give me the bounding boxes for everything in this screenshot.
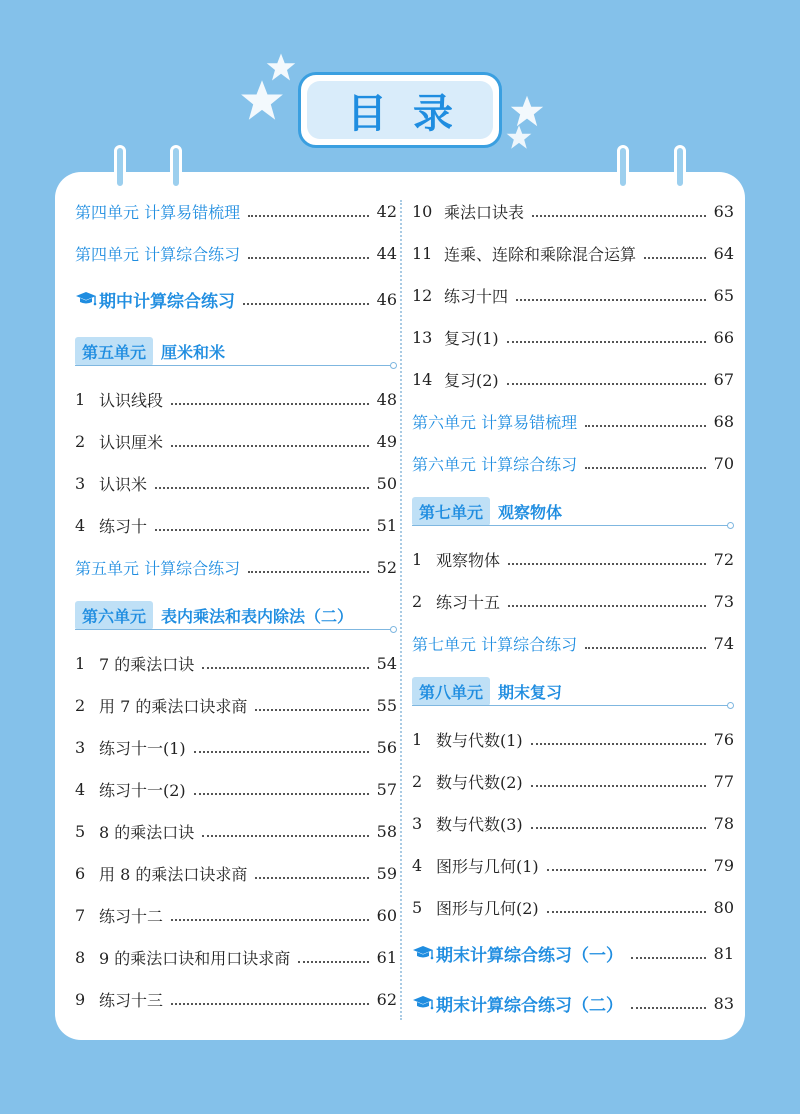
entry-label: 数与代数(2) bbox=[436, 772, 523, 792]
toc-entry[interactable] bbox=[75, 642, 397, 684]
toc-entry[interactable] bbox=[75, 190, 397, 232]
entry-page-number: 79 bbox=[713, 855, 734, 875]
dot-leader bbox=[298, 961, 368, 963]
dot-leader bbox=[202, 835, 368, 837]
toc-entry[interactable] bbox=[75, 378, 397, 420]
entry-number: 8 bbox=[75, 947, 86, 967]
graduation-cap-icon bbox=[75, 290, 97, 308]
dot-leader bbox=[255, 709, 368, 711]
dot-leader bbox=[585, 467, 706, 469]
entry-label: 第四单元 计算综合练习 bbox=[75, 244, 241, 264]
dot-leader bbox=[531, 827, 706, 829]
entry-label: 第六单元 计算易错梳理 bbox=[412, 412, 578, 432]
toc-entry[interactable] bbox=[75, 936, 397, 978]
entry-label: 认识厘米 bbox=[99, 432, 164, 452]
dot-leader bbox=[171, 919, 369, 921]
dot-leader bbox=[255, 877, 368, 879]
entry-label: 数与代数(3) bbox=[436, 814, 523, 834]
toc-entry[interactable] bbox=[412, 316, 734, 358]
entry-label: 期末计算综合练习（一） bbox=[436, 945, 623, 966]
entry-number: 2 bbox=[75, 695, 86, 715]
dot-leader bbox=[155, 487, 369, 489]
entry-page-number: 61 bbox=[376, 947, 397, 967]
toc-entry[interactable] bbox=[75, 274, 397, 324]
entry-label: 练习十三 bbox=[99, 990, 164, 1010]
entry-number: 4 bbox=[75, 515, 86, 535]
dot-leader bbox=[243, 303, 369, 305]
dot-leader bbox=[202, 667, 368, 669]
entry-number: 5 bbox=[75, 821, 86, 841]
unit-header bbox=[412, 484, 734, 538]
entry-label: 数与代数(1) bbox=[436, 730, 523, 750]
toc-entry[interactable] bbox=[412, 760, 734, 802]
toc-entry[interactable] bbox=[412, 442, 734, 484]
entry-label: 第四单元 计算易错梳理 bbox=[75, 202, 241, 222]
dot-leader bbox=[547, 869, 706, 871]
dot-leader bbox=[516, 299, 706, 301]
toc-entry[interactable] bbox=[412, 274, 734, 316]
entry-page-number: 68 bbox=[713, 411, 734, 431]
entry-page-number: 58 bbox=[376, 821, 397, 841]
entry-label: 复习(2) bbox=[444, 370, 499, 390]
entry-page-number: 52 bbox=[376, 557, 397, 577]
entry-number: 9 bbox=[75, 989, 86, 1009]
unit-underline bbox=[75, 629, 391, 630]
entry-label: 练习十一(2) bbox=[99, 780, 186, 800]
dot-leader bbox=[171, 403, 369, 405]
entry-label: 练习十二 bbox=[99, 906, 164, 926]
entry-label: 练习十 bbox=[99, 516, 148, 536]
entry-page-number: 64 bbox=[713, 243, 734, 263]
entry-number: 14 bbox=[412, 369, 433, 389]
entry-label: 练习十一(1) bbox=[99, 738, 186, 758]
unit-tag: 第八单元 bbox=[412, 677, 490, 706]
entry-page-number: 55 bbox=[376, 695, 397, 715]
binder-ring bbox=[617, 145, 629, 189]
entry-number: 4 bbox=[75, 779, 86, 799]
entry-page-number: 66 bbox=[713, 327, 734, 347]
entry-page-number: 59 bbox=[376, 863, 397, 883]
entry-page-number: 56 bbox=[376, 737, 397, 757]
dot-leader bbox=[508, 605, 706, 607]
entry-number: 10 bbox=[412, 201, 433, 221]
toc-entry[interactable] bbox=[75, 852, 397, 894]
entry-number: 3 bbox=[75, 473, 86, 493]
star-icon bbox=[510, 94, 544, 128]
entry-label: 认识线段 bbox=[99, 390, 164, 410]
dot-leader bbox=[532, 215, 706, 217]
dot-leader bbox=[644, 257, 706, 259]
entry-page-number: 76 bbox=[713, 729, 734, 749]
dot-leader bbox=[194, 793, 369, 795]
entry-page-number: 77 bbox=[713, 771, 734, 791]
unit-underline bbox=[412, 705, 728, 706]
entry-page-number: 54 bbox=[376, 653, 397, 673]
dot-leader bbox=[171, 445, 369, 447]
entry-label: 图形与几何(1) bbox=[436, 856, 539, 876]
dot-leader bbox=[531, 785, 706, 787]
dot-leader bbox=[248, 215, 369, 217]
star-icon bbox=[506, 124, 532, 150]
dot-leader bbox=[155, 529, 369, 531]
page-title: 目录 bbox=[307, 81, 493, 139]
entry-page-number: 83 bbox=[713, 993, 734, 1013]
toc-entry[interactable] bbox=[412, 358, 734, 400]
entry-label: 第六单元 计算综合练习 bbox=[412, 454, 578, 474]
entry-number: 7 bbox=[75, 905, 86, 925]
dot-leader bbox=[585, 647, 706, 649]
entry-number: 5 bbox=[412, 897, 423, 917]
unit-header bbox=[412, 664, 734, 718]
entry-page-number: 78 bbox=[713, 813, 734, 833]
entry-number: 1 bbox=[412, 729, 423, 749]
entry-page-number: 74 bbox=[713, 633, 734, 653]
toc-entry[interactable] bbox=[412, 802, 734, 844]
entry-page-number: 42 bbox=[376, 201, 397, 221]
entry-page-number: 73 bbox=[713, 591, 734, 611]
dot-leader bbox=[508, 563, 706, 565]
unit-underline bbox=[412, 525, 728, 526]
dot-leader bbox=[248, 257, 369, 259]
entry-page-number: 48 bbox=[376, 389, 397, 409]
entry-label: 观察物体 bbox=[436, 550, 501, 570]
toc-entry[interactable] bbox=[75, 546, 397, 588]
entry-page-number: 72 bbox=[713, 549, 734, 569]
unit-tag: 第七单元 bbox=[412, 497, 490, 526]
entry-label: 第七单元 计算综合练习 bbox=[412, 634, 578, 654]
dot-leader bbox=[631, 957, 706, 959]
entry-number: 3 bbox=[412, 813, 423, 833]
entry-label: 图形与几何(2) bbox=[436, 898, 539, 918]
toc-entry[interactable] bbox=[75, 420, 397, 462]
entry-number: 1 bbox=[412, 549, 423, 569]
toc-entry[interactable] bbox=[412, 978, 734, 1028]
binder-ring bbox=[674, 145, 686, 189]
dot-leader bbox=[194, 751, 369, 753]
entry-label: 8 的乘法口诀 bbox=[99, 822, 195, 842]
unit-header bbox=[75, 324, 397, 378]
entry-number: 1 bbox=[75, 653, 86, 673]
unit-underline bbox=[75, 365, 391, 366]
unit-tag: 第五单元 bbox=[75, 337, 153, 366]
toc-entry[interactable] bbox=[412, 232, 734, 274]
dot-leader bbox=[631, 1007, 706, 1009]
toc-entry[interactable] bbox=[412, 886, 734, 928]
dot-leader bbox=[547, 911, 706, 913]
toc-entry[interactable] bbox=[75, 504, 397, 546]
toc-entry[interactable] bbox=[75, 232, 397, 274]
entry-page-number: 80 bbox=[713, 897, 734, 917]
entry-label: 期末计算综合练习（二） bbox=[436, 995, 623, 1016]
entry-label: 认识米 bbox=[99, 474, 148, 494]
entry-page-number: 49 bbox=[376, 431, 397, 451]
entry-page-number: 57 bbox=[376, 779, 397, 799]
toc-entry[interactable] bbox=[75, 726, 397, 768]
entry-label: 练习十四 bbox=[444, 286, 509, 306]
entry-label: 连乘、连除和乘除混合运算 bbox=[444, 244, 637, 264]
entry-label: 用 7 的乘法口诀求商 bbox=[99, 696, 248, 716]
unit-tag: 第六单元 bbox=[75, 601, 153, 630]
entry-number: 2 bbox=[412, 591, 423, 611]
entry-page-number: 50 bbox=[376, 473, 397, 493]
entry-page-number: 81 bbox=[713, 943, 734, 963]
entry-label: 第五单元 计算综合练习 bbox=[75, 558, 241, 578]
star-icon bbox=[266, 52, 296, 82]
toc-entry[interactable] bbox=[412, 622, 734, 664]
entry-label: 复习(1) bbox=[444, 328, 499, 348]
toc-entry[interactable] bbox=[412, 400, 734, 442]
entry-page-number: 46 bbox=[376, 289, 397, 309]
toc-entry[interactable] bbox=[75, 894, 397, 936]
star-icon bbox=[240, 78, 284, 122]
toc-entry[interactable] bbox=[75, 768, 397, 810]
toc-entry[interactable] bbox=[75, 462, 397, 504]
entry-number: 6 bbox=[75, 863, 86, 883]
binder-ring bbox=[170, 145, 182, 189]
entry-number: 12 bbox=[412, 285, 433, 305]
unit-header bbox=[75, 588, 397, 642]
dot-leader bbox=[585, 425, 706, 427]
dot-leader bbox=[248, 571, 369, 573]
entry-page-number: 51 bbox=[376, 515, 397, 535]
entry-number: 2 bbox=[75, 431, 86, 451]
entry-page-number: 65 bbox=[713, 285, 734, 305]
entry-number: 4 bbox=[412, 855, 423, 875]
dot-leader bbox=[507, 383, 706, 385]
toc-entry[interactable] bbox=[412, 190, 734, 232]
toc-entry[interactable] bbox=[75, 978, 397, 1020]
entry-label: 期中计算综合练习 bbox=[99, 291, 235, 312]
toc-entry[interactable] bbox=[412, 718, 734, 760]
entry-page-number: 60 bbox=[376, 905, 397, 925]
entry-label: 7 的乘法口诀 bbox=[99, 654, 195, 674]
unit-subtitle: 表内乘法和表内除法（二） bbox=[161, 606, 354, 626]
entry-label: 9 的乘法口诀和用口诀求商 bbox=[99, 948, 291, 968]
title-frame bbox=[298, 72, 502, 148]
entry-label: 用 8 的乘法口诀求商 bbox=[99, 864, 248, 884]
entry-page-number: 70 bbox=[713, 453, 734, 473]
toc-entry[interactable] bbox=[412, 844, 734, 886]
toc-entry[interactable] bbox=[75, 810, 397, 852]
unit-subtitle: 观察物体 bbox=[498, 502, 563, 522]
binder-ring bbox=[114, 145, 126, 189]
entry-page-number: 67 bbox=[713, 369, 734, 389]
dot-leader bbox=[531, 743, 706, 745]
column-divider bbox=[400, 200, 402, 1020]
dot-leader bbox=[507, 341, 706, 343]
unit-subtitle: 厘米和米 bbox=[161, 342, 226, 362]
entry-label: 乘法口诀表 bbox=[444, 202, 525, 222]
entry-number: 3 bbox=[75, 737, 86, 757]
entry-number: 1 bbox=[75, 389, 86, 409]
unit-subtitle: 期末复习 bbox=[498, 682, 563, 702]
entry-number: 11 bbox=[412, 243, 433, 263]
entry-page-number: 44 bbox=[376, 243, 397, 263]
dot-leader bbox=[171, 1003, 369, 1005]
entry-page-number: 62 bbox=[376, 989, 397, 1009]
entry-number: 13 bbox=[412, 327, 433, 347]
toc-right-column bbox=[412, 190, 734, 1028]
toc-entry[interactable] bbox=[412, 538, 734, 580]
graduation-cap-icon bbox=[412, 994, 434, 1012]
toc-entry[interactable] bbox=[75, 684, 397, 726]
toc-entry[interactable] bbox=[412, 580, 734, 622]
entry-page-number: 63 bbox=[713, 201, 734, 221]
graduation-cap-icon bbox=[412, 944, 434, 962]
toc-entry[interactable] bbox=[412, 928, 734, 978]
entry-label: 练习十五 bbox=[436, 592, 501, 612]
toc-left-column bbox=[75, 190, 397, 1020]
entry-number: 2 bbox=[412, 771, 423, 791]
